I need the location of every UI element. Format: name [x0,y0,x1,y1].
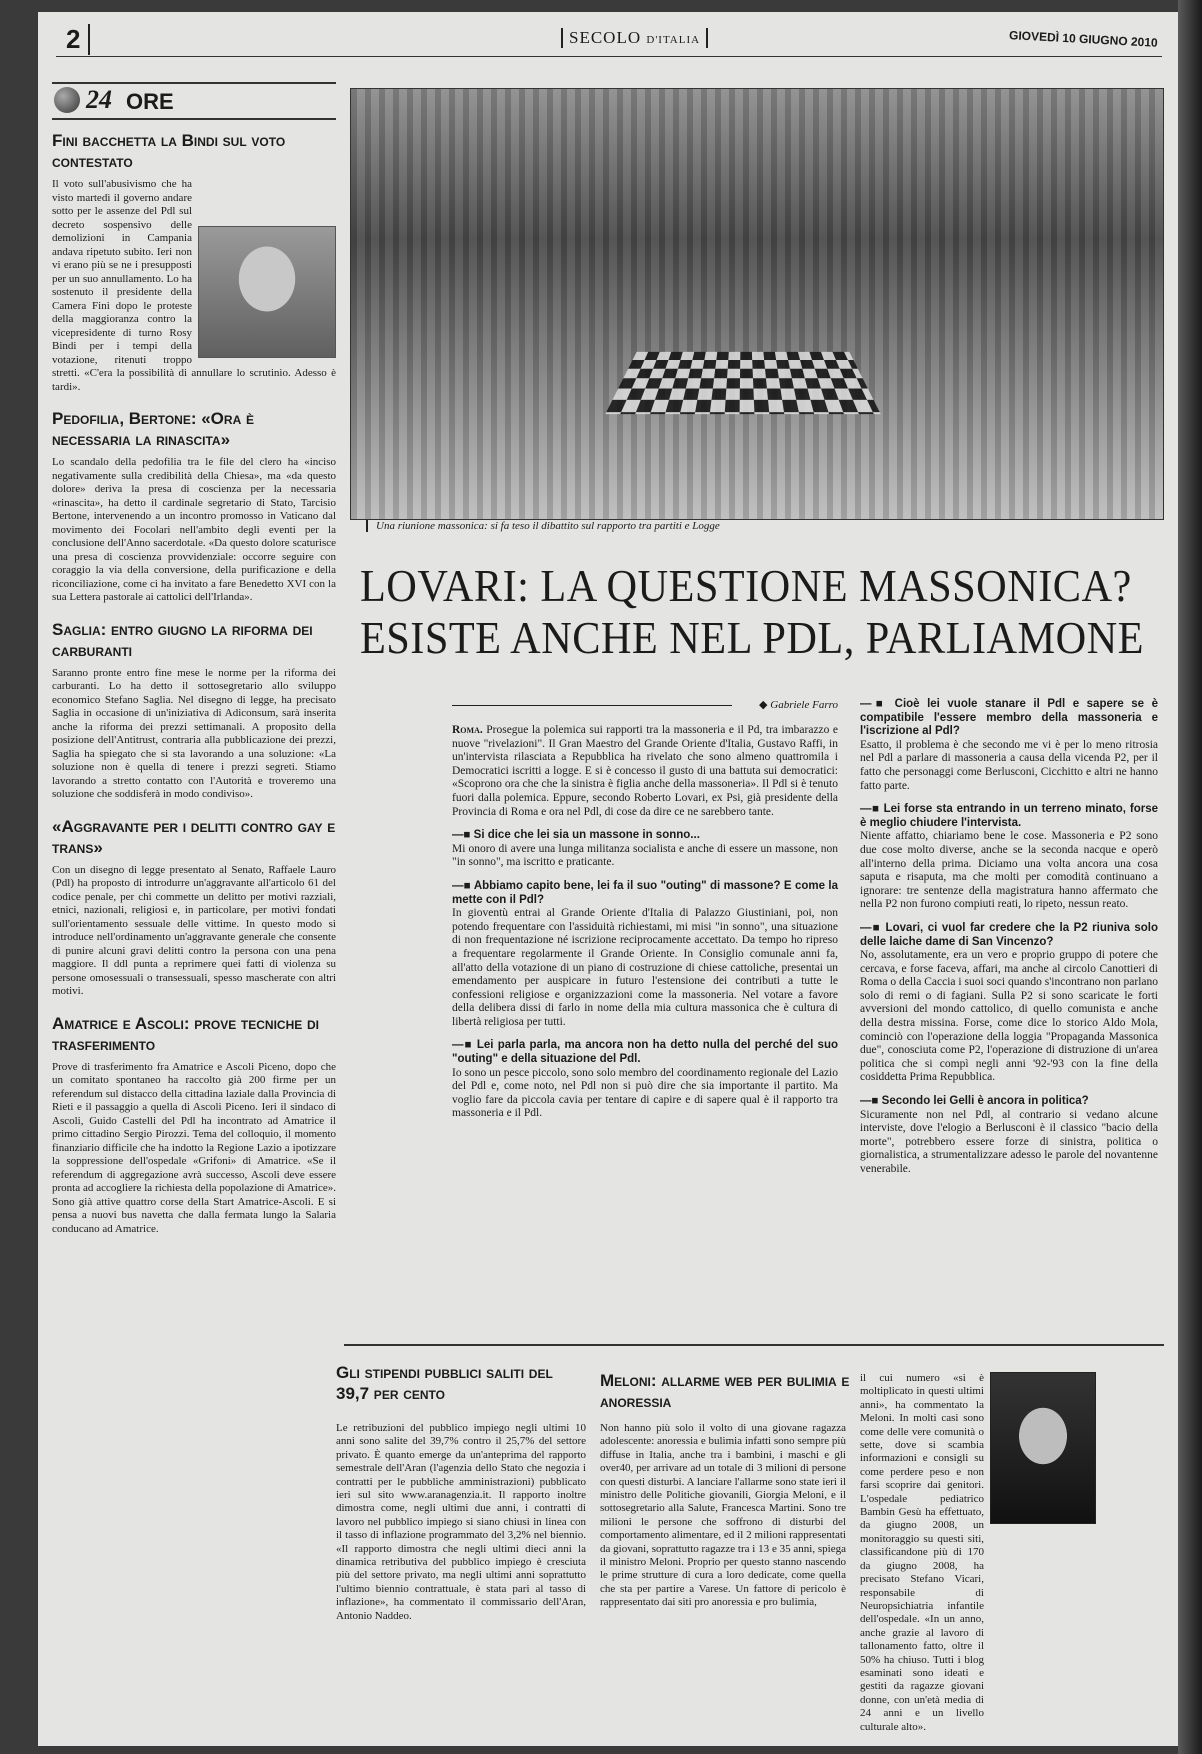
article-body: Saranno pronte entro fine mese le norme per la riforma dei carburanti. Lo ha detto il sottosegretario allo sviluppo economico Stefano Saglia. Nel disegno di legge, ha precisato Saglia in occasione di un'iniziativa di Adiconsum, sarà inserita anche la riforma dei prezzi settimanali. A proposito della posizione dell'Antitrust, contraria alla pubblicazione dei prezzi, Saglia ha spiegato che si sta lavorando a una soluzione: «La soluzione non è quella di tenere i prezzi segreti. Stiamo lavorando a stretto contatto con l'Autorità e troveremo una soluzione che soddisferà in modo condiviso». [52,666,336,800]
interview-answer: Mi onoro di avere una lunga militanza socialista e anche di essere un massone, non "in sonno", ma iscritto e praticante. [452,842,838,869]
interview-answer: Sicuramente non nel Pdl, al contrario si vedano alcune interviste, dove l'elogio a Berlusconi è il classico "bacio della morte", potrebbero essere forze di sinistra, politica o giornalistica, a strumentalizzare adesso le parole del novantenne venerabile. [860,1108,1158,1175]
checkered-floor [605,352,880,414]
article-body-wrap [52,178,336,394]
main-headline [360,560,1144,664]
article-body: Il voto sull'abusivismo che ha visto martedì il governo andare sotto per le assenze del Pdl sul decreto sospensivo delle demolizioni in Campania andava ripetuto subito. Ieri non vi erano più se ne i presupposti per un suo annullamento. Lo ha sostenuto il presidente della Camera Fini dopo le proteste della maggioranza contro la vicepresidente di turno Rosy Bindi per i tempi della votazione, ritenuti troppo stretti. «C'era la possibilità di annullare lo scrutinio. Adesso è tardi». [52,178,336,393]
interview-answer: No, assolutamente, era un vero e proprio gruppo di potere che cercava, e forse faceva, affari, ma anche al circolo Canottieri di Roma o della Caccia i suoi soci quando s'incontrano non parlano solo di remi o di fagiani. Sulla P2 si sono scaricate le forti avversioni del mondo cattolico, di quello comunista e anche della destra missina. Forse, come dice lo storico Aldo Mola, cominciò con l'operazione della loggia "Propaganda Massonica due", conosciuta come P2, l'operazione di distruzione di un'area politica che si compì negli anni '92-'93 con la fine della cosiddetta Prima Repubblica. [860,949,1158,1084]
article-body: Le retribuzioni del pubblico impiego negli ultimi 10 anni sono salite del 39,7% contro il 25,7% del settore privato. È quanto emerge da un'anteprima del rapporto semestrale dell'Aran (l'agenzia dello Stato che negozia i contratti per le pubbliche amministrazioni) pubblicato ieri sul sito www.aranagenzia.it. Il rapporto inoltre dimostra come, negli ultimi due anni, i contratti di lavoro nel pubblico impiego si siano chiusi in linea con il tasso di inflazione programmato del 3,2% nel biennio. «Il rapporto dimostra che negli ultimi dieci anni la dinamica retributiva del pubblico impiego è cresciuta più del settore privato, ma negli ultimi anni soprattutto l'ultimo biennio contrattuale, è stata pari al tasso di inflazione», ha commentato il commissario dell'Aran, Antonio Naddeo. [336,1422,586,1622]
section-brand-24ore: 24 ORE [52,82,336,120]
article-title: Fini bacchetta la Bindi sul voto contestato [52,131,286,171]
interview-question: —■ Cioè lei vuole stanare il Pdl e sapere se è compatibile l'essere membro della massoneria e l'iscrizione al Pdl? [860,698,1158,738]
article-intro: Roma. Prosegue la polemica sui rapporti tra la massoneria e il Pd, tra imbarazzo e nuove "rivelazioni". Il Gran Maestro del Grande Oriente d'Italia, Gustavo Raffi, in un'intervista rilasciata a Repubblica ha rivelato che sono almeno quattromila i Democratici iscritti a logge. E si è concesso il gusto di una battuta sui democratici: «Scoprono ora che che la sinistra è figlia anche della massoneria». Il Pdl si è tenuto fuori dalla polemica. Eppure, secondo Roberto Lovari, ex Psi, già presidente della Provincia di Roma e ora nel Pdl, di cose da dire ce ne sarebbero tante. [452,724,839,818]
byline: ◆ Gabriele Farro [452,698,838,711]
article-title: «Aggravante per i delitti contro gay e trans» [52,816,336,857]
newspaper-page [38,12,1178,1746]
article-body: Lo scandalo della pedofilia tra le file del clero ha «inciso negativamente sulla credibilità della Chiesa», ma «da questo dolore» deriva la presa di coscienza per la necessaria «rinascita», ha detto il cardinale segretario di Stato, Tarcisio Bertone, intervenendo a un incontro promosso in Vaticano dal movimento dei Focolari nell'ambito degli eventi per la conclusione dell'Anno sacerdotale. «Da questo dolore scaturisce una presa di coscienza provvidenziale: occorre seguire con coraggio la via della conversione, della purificazione e della riconciliazione, come ci ha invitato a fare Benedetto XVI con la sua Lettera pastorale ai cattolici dell'Irlanda». [52,456,336,603]
photo-caption: Una riunione massonica: si fa teso il dibattito sul rapporto tra partiti e Logge [366,520,1156,532]
masthead: SECOLO D'ITALIA [561,28,708,48]
interview-column-2 [860,698,1158,1183]
interview-question: —■ Secondo lei Gelli è ancora in politica? [860,1095,1089,1108]
interview-question: —■ Lei forse sta entrando in un terreno minato, forse è meglio chiudere l'intervista. [860,803,1158,829]
interview-answer: In gioventù entrai al Grande Oriente d'Italia di Palazzo Giustiniani, poi, non potendo frequentare con l'assiduità richiestami, mi misi "in sonno", una situazione di non frequentazione né iscrizione reciprocamente accettato. Da tempo ho ripreso a frequentare regolarmente il Grande Oriente. In Consiglio comunale anni fa, all'atto della votazione di un piano di costruzione di chiese cattoliche, presentai un emendamento per auspicare in futuro l'estensione dei contributi a tutte le confessioni religiose e organizzazioni come la massoneria. Nel votare a favore della delibera dissi di farlo in nome della mia cultura massonica che è cultura di libertà religiosa per tutti. [452,907,838,1028]
photo-rosy-bindi [198,226,336,358]
article-title: Pedofilia, Bertone: «Ora è necessaria la rinascita» [52,409,254,449]
photo-giorgia-meloni [990,1372,1096,1524]
article-body: Prove di trasferimento fra Amatrice e Ascoli Piceno, dopo che un comitato spontaneo ha raccolto già 200 firme per un referendum sul distacco della cittadina laziale dalla Provincia di Rieti e il passaggio a quella di Ascoli Piceno. Ieri il sindaco di Ascoli, Guido Castelli del Pdl ha incontrato ad Amatrice il primo cittadino Sergio Pirozzi. Tema del colloquio, il momento finanziario difficile che ha indotto la Regione Lazio a ipotizzare la soppressione dell'ospedale «Grifoni» di Amatrice. «Se il referendum di aggregazione avrà successo, Ascoli deve essere pronta ad accogliere la richiesta della popolazione di Amatrice». Sono già attive quattro corse della Start Amatrice-Ascoli. E si pensa a nuovi bus navetta che dalla fermata lungo la Salaria conducano ad Amatrice. [52,1060,336,1235]
interview-answer: Esatto, il problema è che secondo me vi è per lo meno ritrosia nel Pdl a parlare di massoneria a causa della vicenda P2, per il fatto che personaggi come Berlusconi, Cicchitto e altri ne hanno fatto parte. [860,738,1158,792]
article-title: Saglia: entro giugno la riforma dei carburanti [52,619,313,660]
article-title: Amatrice e Ascoli: prove tecniche di trasferimento [52,1013,319,1054]
page-edge-shadow [1178,0,1202,1754]
article-title: Gli stipendi pubblici saliti del 39,7 per cento [336,1363,553,1403]
interview-question: —■ Si dice che lei sia un massone in sonno... [452,829,700,842]
page-number: 2 [66,24,90,55]
article-body: Non hanno più solo il volto di una giovane ragazza adolescente: anoressia e bulimia infatti sono sempre più diffuse in Italia, anche tra i bambini, i maschi e gli over40, per arrivare ad un totale di 3 milioni di persone con questi disturbi. A lanciare l'allarme sono state ieri il ministro delle Politiche giovanili, Giorgia Meloni, e il sottosegretario alla Salute, Francesca Martini. Sono tre milioni le persone che soffrono di disturbi del comportamento alimentare, ed il 2 milioni rappresentati da giovani, soprattutto ragazze tra i 13 e 35 anni, spiega il ministro Meloni. Proprio per questo stanno nascendo le prime strutture di cura a loro dedicate, come quella che sta per partire a Varese. Un fattore di pericolo è rappresentato dai siti pro anoressia e pro bulimia, [600,1422,846,1609]
headline-line-1: LOVARI: LA QUESTIONE MASSONICA? [360,560,1132,611]
article-body-continued: il cui numero «si è moltiplicato in questi ultimi anni», ha commentato la Meloni. In molti casi sono come delle vere comunità o sette, dove si scambia informazioni e consigli su come perdere peso e non farsi scoprire dai genitori. L'ospedale pediatrico Bambin Gesù ha effettuato, da giugno 2008, un monitoraggio su questi siti, classificandone più di 170 da giugno 2008, ha precisato Stefano Vicari, responsabile di Neuropsichiatria infantile dell'ospedale. «In un anno, anche grazie al lavoro di tallonamento fatto, oltre il 50% ha chiuso. Tutti i blog esaminati sono ideati e gestiti da ragazze giovani donne, con un'età media di 24 anni e un livello culturale alto». [860,1372,984,1733]
interview-column-1 [452,724,838,1127]
headline-line-2: ESISTE ANCHE NEL PDL, PARLIAMONE [360,612,1144,663]
interview-answer: Niente affatto, chiariamo bene le cose. Massoneria e P2 sono due cose molto diverse, anche se la seconda nacque e operò all'interno della prima. Diciamo una volta ancora una cosa saputa e risaputa, ma che molti per comodità continuano a ignorare: tre sentenze della magistratura hanno affermato che nella P2 non furono compiuti reati, lo ripeto, nessun reato. [860,830,1158,911]
page-header [56,22,1162,57]
issue-date: GIOVEDÌ 10 GIUGNO 2010 [1009,28,1159,50]
globe-icon [54,87,80,113]
interview-question: —■ Lovari, ci vuol far credere che la P2 riuniva solo delle laiche dame di San Vincenzo? [860,921,1158,948]
article-body: Con un disegno di legge presentato al Senato, Raffaele Lauro (Pdl) ha proposto di introdurre un'aggravante all'articolo 61 del codice penale, per chi commette un delitto per motivi razziali, etnici, nazionali, religiosi e, in particolare, per motivi fondati sull'orientamento sessuale delle vittime. In questo modo si introduce nell'ordinamento un'aggravante generale che consente di punire alcuni gravi delitti contro la persona con una pena maggiore. Il ddl punta a reprimere quei fatti di violenza su persone omosessuali o transessuali, spesso mascherate con altri motivi. [52,863,336,997]
photo-masonic-meeting [350,88,1164,520]
interview-answer: Io sono un pesce piccolo, sono solo membro del coordinamento regionale del Lazio del Pdl e, come noto, nel Pdl non si può dire che sia importante il partito. Ma voglio fare da piccola cavia per tentare di capire e di sapere qual è il rapporto tra massoneria e il Pdl. [452,1066,838,1120]
article-title: Meloni: allarme web per bulimia e anoressia [600,1371,850,1411]
interview-question: —■ Lei parla parla, ma ancora non ha detto nulla del perché del suo "outing" e della situazione del Pdl. [452,1039,838,1066]
interview-question: —■ Abbiamo capito bene, lei fa il suo "outing" di massone? E come la mette con il Pdl? [452,879,838,906]
left-news-column [52,82,336,1250]
section-divider [344,1344,1164,1346]
